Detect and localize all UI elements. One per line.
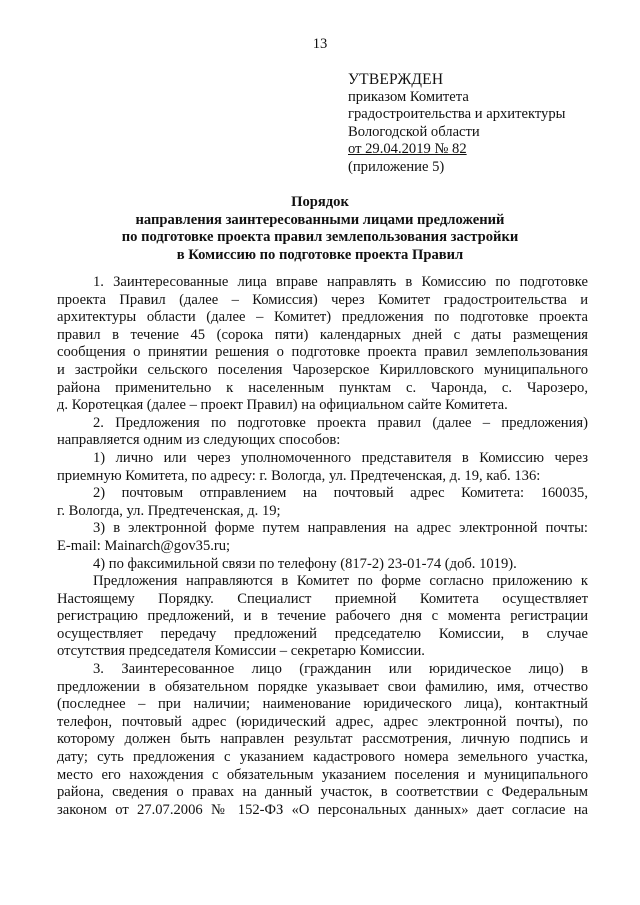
body-text-line: 1) лично или через уполномоченного представителя в Комиссию через: [93, 449, 588, 466]
approval-appendix-note: (приложение 5): [348, 158, 445, 175]
body-text-line: направляется одним из следующих способов:: [57, 432, 341, 449]
approval-line: приказом Комитета: [348, 88, 469, 105]
approval-heading: УТВЕРЖДЕН: [348, 71, 444, 88]
body-text-line: и застройки сельского поселения Чарозерское Кирилловского муниципального: [57, 361, 588, 378]
body-text-line: 3) в электронной форме путем направления на адрес электронной почты:: [93, 520, 588, 537]
body-text-line: отсутствия председателя Комиссии – секретарю Комиссии.: [57, 643, 425, 660]
approval-line: Вологодской области: [348, 123, 480, 140]
body-text-line: 1. Заинтересованные лица вправе направлять в Комиссию по подготовке: [93, 274, 588, 290]
title-line: по подготовке проекта правил землепользования застройки: [121, 229, 519, 246]
body-text-line: законом от 27.07.2006 № 152-ФЗ «О персональных данных» дает согласие на: [57, 801, 588, 818]
body-text-line: сообщения о принятии решения о подготовке проекта правил землепользования: [57, 344, 588, 361]
title-line: направления заинтересованными лицами предложений: [135, 211, 505, 228]
body-text-line: района, сведения о правах на данный участок, в соответствии с Федеральным: [57, 784, 588, 801]
body-text-line: 2. Предложения по подготовке проекта правил (далее – предложения): [93, 414, 588, 431]
body-text-line: 4) по факсимильной связи по телефону (817-2) 23-01-74 (доб. 1019).: [93, 555, 517, 572]
document-body: [57, 274, 588, 819]
body-text-line: района применительно к населенным пунктам с. Чаронда, с. Чарозеро,: [57, 379, 588, 396]
body-text-line: которому должен быть направлен результат рассмотрения, личную подпись и: [57, 731, 588, 748]
body-text-line: E-mail: Mainarch@gov35.ru;: [57, 537, 231, 554]
body-text-line: место его нахождения с обязательным указанием поселения и муниципального: [57, 766, 588, 783]
body-text-line: Предложения направляются в Комитет по форме согласно приложению к: [93, 573, 588, 590]
title-line: Порядок: [291, 194, 349, 210]
body-text-line: Настоящему Порядку. Специалист приемной Комитета осуществляет: [57, 590, 588, 607]
page-number: 13: [312, 36, 328, 52]
approval-line: градостроительства и архитектуры: [348, 106, 566, 123]
body-text-line: предложении в обязательном порядке указывает свои фамилию, имя, отчество: [57, 678, 588, 695]
body-text-line: г. Вологда, ул. Предтеченская, д. 19;: [57, 502, 281, 519]
approval-order-date: от 29.04.2019 № 82: [348, 141, 467, 158]
body-text-line: (последнее – при наличии; наименование юридического лица), контактный: [57, 696, 588, 713]
title-line: в Комиссию по подготовке проекта Правил: [176, 246, 464, 263]
body-text-line: 2) почтовым отправлением на почтовый адрес Комитета: 160035,: [93, 485, 588, 502]
body-text-line: 3. Заинтересованное лицо (гражданин или юридическое лицо) в: [93, 661, 588, 678]
body-text-line: проекта Правил (далее – Комиссия) через Комитет градостроительства и: [57, 291, 588, 308]
approval-block: [348, 71, 628, 177]
body-text-line: приемную Комитета, по адресу: г. Вологда, ул. Предтеченская, д. 19, каб. 136:: [57, 467, 541, 484]
body-text-line: телефон, почтовый адрес (юридический адрес, адрес электронной почты), по: [57, 713, 588, 730]
body-text-line: регистрацию предложений, и в течение рабочего дня с момента регистрации: [57, 608, 588, 625]
document-title: [40, 194, 600, 264]
body-text-line: д. Коротецкая (далее – проект Правил) на официальном сайте Комитета.: [57, 397, 508, 414]
body-text-line: правил в течение 45 (сорока пяти) календарных дней с даты размещения: [57, 326, 588, 343]
body-text-line: осуществляет передачу предложений председателю Комиссии, в случае: [57, 625, 588, 642]
body-text-line: дату; суть предложения с указанием кадастрового номера земельного участка,: [57, 749, 588, 766]
body-text-line: архитектуры области (далее – Комитет) предложения по подготовке проекта: [57, 309, 588, 326]
